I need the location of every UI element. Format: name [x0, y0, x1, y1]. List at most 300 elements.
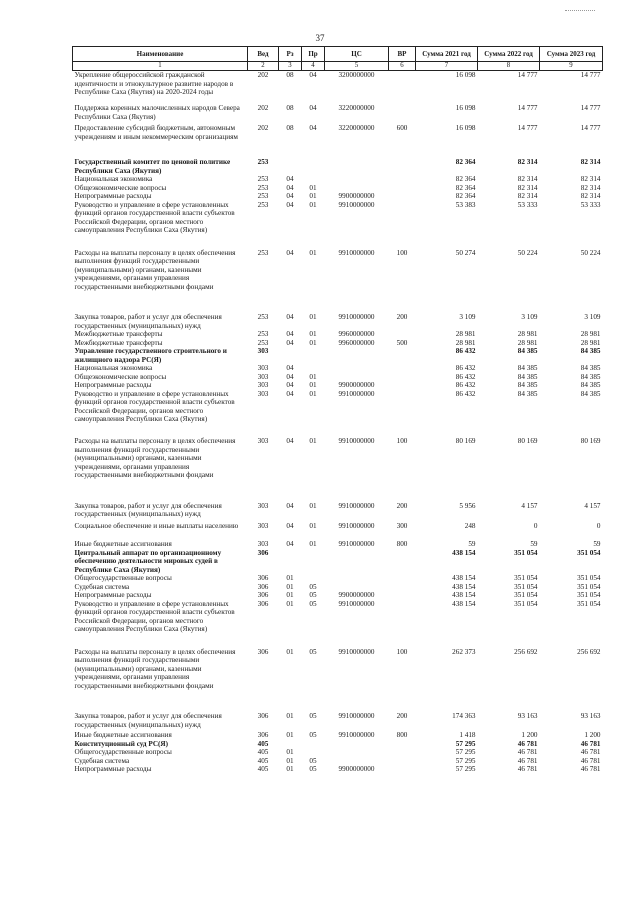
cell-s3: 351 054: [577, 591, 601, 600]
cell-cs: 9910000000: [338, 437, 375, 446]
cell-cs: 3200000000: [338, 71, 375, 80]
cell-cs: 9910000000: [338, 712, 375, 721]
cell-ved: 303: [257, 521, 269, 530]
cell-rz: [279, 347, 302, 364]
cell-cs: [325, 158, 389, 175]
cell-rz: 01: [286, 591, 294, 600]
cell-ved: 306: [257, 712, 269, 721]
cell-name: Национальная экономика: [74, 175, 153, 184]
cell-ved: 306: [257, 582, 269, 591]
cell-name: Расходы на выплаты персоналу в целях обеспечения выполнения функций государственными (муниципальными) органами, казенными учреждениями, органами управления государственными внебюджетными фондами: [74, 248, 236, 291]
row-spacer: [73, 480, 603, 502]
cell-cs: [325, 748, 389, 756]
cell-rz: [279, 740, 302, 748]
cell-s3: 28 981: [580, 338, 601, 347]
cell-pr: 05: [309, 731, 317, 740]
cell-s2: 46 781: [517, 739, 538, 748]
cell-s1: 57 295: [455, 756, 476, 765]
cell-vr: 200: [396, 313, 408, 322]
col-header-cs: ЦС: [325, 47, 389, 62]
cell-name: Непрограммные расходы: [74, 381, 152, 390]
cell-s3: 4 157: [584, 501, 601, 510]
cell-s2: 351 054: [514, 548, 538, 557]
cell-s1: 174 363: [452, 712, 476, 721]
cell-ved: 306: [257, 647, 269, 656]
cell-s2: 59: [530, 540, 538, 549]
cell-name: Судебная система: [74, 756, 130, 765]
cell-pr: 01: [309, 501, 317, 510]
cell-vr: [389, 192, 416, 200]
table-row: [73, 765, 603, 773]
cell-s3: 46 781: [580, 748, 601, 757]
cell-vr: 300: [396, 521, 408, 530]
col-header-sum2022: Сумма 2022 год: [478, 47, 540, 62]
cell-s2: 14 777: [517, 71, 538, 80]
cell-rz: 04: [286, 313, 294, 322]
table-row: [73, 600, 603, 634]
cell-pr: [302, 175, 325, 183]
cell-name: Расходы на выплаты персоналу в целях обеспечения выполнения функций государственными (муниципальными) органами, казенными учреждениями, органами управления государственными внебюджетными фондами: [74, 647, 236, 690]
budget-table: [72, 46, 603, 774]
cell-cs: 9910000000: [338, 248, 375, 257]
cell-s3: 84 385: [580, 381, 601, 390]
cell-s2: 82 314: [517, 175, 538, 184]
table-row: [73, 184, 603, 192]
cell-s3: 256 692: [577, 647, 601, 656]
cell-s2: 46 781: [517, 756, 538, 765]
col-header-sum2023: Сумма 2023 год: [540, 47, 603, 62]
cell-cs: [325, 175, 389, 183]
row-spacer: [73, 634, 603, 648]
cell-ved: 253: [257, 313, 269, 322]
cell-rz: 01: [286, 647, 294, 656]
cell-rz: 01: [286, 756, 294, 765]
cell-s1: 438 154: [452, 574, 476, 583]
table-row: [73, 347, 603, 364]
cell-s1: 82 364: [455, 158, 476, 167]
cell-name: Поддержка коренных малочисленных народов Севера Республики Саха (Якутия): [74, 104, 240, 121]
cell-s1: 57 295: [455, 765, 476, 774]
cell-s1: 57 295: [455, 739, 476, 748]
cell-name: Закупка товаров, работ и услуг для обеспечения государственных (муниципальных) нужд: [74, 712, 222, 729]
col-number: 7: [416, 62, 478, 71]
cell-cs: 9900000000: [338, 591, 375, 600]
cell-pr: [302, 364, 325, 372]
cell-s2: 14 777: [517, 124, 538, 133]
cell-ved: 303: [257, 381, 269, 390]
cell-ved: 253: [257, 330, 269, 339]
table-row: [73, 574, 603, 582]
spacer-cell: [73, 634, 603, 648]
col-number: 1: [73, 62, 248, 71]
cell-s2: 82 314: [517, 158, 538, 167]
cell-s1: 59: [468, 540, 476, 549]
cell-pr: 01: [309, 192, 317, 201]
cell-s2: 351 054: [514, 599, 538, 608]
cell-ved: 253: [257, 183, 269, 192]
cell-s3: 82 314: [580, 192, 601, 201]
table-row: [73, 330, 603, 338]
cell-name: Межбюджетные трансферты: [74, 330, 163, 339]
table-row: [73, 748, 603, 756]
cell-name: Иные бюджетные ассигнования: [74, 731, 172, 740]
cell-s3: 53 333: [580, 200, 601, 209]
spacer-cell: [73, 423, 603, 437]
cell-s3: 351 054: [577, 599, 601, 608]
cell-s3: 82 314: [580, 175, 601, 184]
cell-rz: 01: [286, 765, 294, 774]
cell-rz: 04: [286, 175, 294, 184]
cell-vr: [389, 330, 416, 338]
cell-pr: 01: [309, 389, 317, 398]
cell-cs: [325, 740, 389, 748]
cell-rz: 01: [286, 599, 294, 608]
cell-s3: 84 385: [580, 372, 601, 381]
cell-vr: [389, 184, 416, 192]
cell-s3: 351 054: [577, 574, 601, 583]
cell-name: Конституционный суд РС(Я): [74, 739, 169, 748]
cell-cs: 9960000000: [338, 330, 375, 339]
cell-rz: 01: [286, 582, 294, 591]
cell-s2: 84 385: [517, 389, 538, 398]
table-row: [73, 364, 603, 372]
table-row: [73, 549, 603, 574]
table-row: [73, 192, 603, 200]
cell-s3: 0: [596, 521, 601, 530]
cell-pr: 01: [309, 313, 317, 322]
cell-name: Расходы на выплаты персоналу в целях обеспечения выполнения функций государственными (муниципальными) органами, казенными учреждениями, органами управления государственными внебюджетными фондами: [74, 437, 236, 480]
cell-s3: 50 224: [580, 248, 601, 257]
cell-ved: 253: [257, 338, 269, 347]
cell-s3: 28 981: [580, 330, 601, 339]
spacer-cell: [73, 291, 603, 313]
cell-vr: [389, 71, 416, 97]
cell-cs: 9900000000: [338, 765, 375, 774]
col-number: 9: [540, 62, 603, 71]
cell-s2: 84 385: [517, 372, 538, 381]
cell-s3: 14 777: [580, 104, 601, 113]
cell-ved: 303: [257, 364, 269, 373]
cell-name: Общеэкономические вопросы: [74, 372, 167, 381]
table-header-row: [73, 47, 603, 62]
table-row: [73, 158, 603, 175]
cell-cs: [325, 373, 389, 381]
cell-s3: 84 385: [580, 364, 601, 373]
cell-vr: [389, 748, 416, 756]
cell-pr: 04: [309, 71, 317, 80]
cell-pr: [302, 347, 325, 364]
cell-cs: [325, 757, 389, 765]
table-row: [73, 373, 603, 381]
cell-cs: [325, 574, 389, 582]
cell-pr: 01: [309, 183, 317, 192]
cell-pr: 05: [309, 647, 317, 656]
cell-rz: [279, 158, 302, 175]
cell-s1: 86 432: [455, 381, 476, 390]
table-body: [73, 71, 603, 774]
cell-pr: [302, 549, 325, 574]
cell-cs: [325, 583, 389, 591]
row-spacer: [73, 96, 603, 104]
cell-name: Укрепление общероссийской гражданской идентичности и этнокультурное развитие народов в Республике Саха (Якутия) на 2020-2024 годы: [74, 71, 234, 96]
cell-vr: [389, 158, 416, 175]
cell-ved: 253: [257, 248, 269, 257]
cell-ved: 303: [257, 501, 269, 510]
cell-s1: 53 383: [455, 200, 476, 209]
cell-name: Национальная экономика: [74, 364, 153, 373]
table-row: [73, 175, 603, 183]
cell-s1: 86 432: [455, 389, 476, 398]
cell-vr: 500: [396, 338, 408, 347]
cell-name: Общегосударственные вопросы: [74, 574, 172, 583]
cell-s3: 1 200: [584, 731, 601, 740]
cell-name: Предоставление субсидий бюджетным, автономным учреждениям и иным некоммерческим организациям: [74, 124, 238, 141]
table-row: [73, 313, 603, 330]
cell-ved: 303: [257, 389, 269, 398]
cell-s1: 438 154: [452, 582, 476, 591]
cell-vr: 800: [396, 731, 408, 740]
col-number: 8: [478, 62, 540, 71]
cell-cs: 9910000000: [338, 389, 375, 398]
cell-ved: 306: [257, 731, 269, 740]
cell-s1: 80 169: [455, 437, 476, 446]
cell-vr: [389, 381, 416, 389]
cell-s2: 0: [533, 521, 538, 530]
cell-s1: 82 364: [455, 175, 476, 184]
row-spacer: [73, 530, 603, 540]
col-number: 3: [279, 62, 302, 71]
cell-vr: [389, 390, 416, 424]
col-number: 6: [389, 62, 416, 71]
cell-vr: [389, 600, 416, 634]
cell-cs: 9910000000: [338, 200, 375, 209]
cell-name: Закупка товаров, работ и услуг для обеспечения государственных (муниципальных) нужд: [74, 313, 222, 330]
cell-vr: [389, 574, 416, 582]
cell-ved: 306: [257, 574, 269, 583]
cell-vr: [389, 104, 416, 121]
cell-s1: 82 364: [455, 192, 476, 201]
cell-s2: 28 981: [517, 338, 538, 347]
cell-s2: 14 777: [517, 104, 538, 113]
cell-ved: 303: [257, 540, 269, 549]
table-row: [73, 339, 603, 347]
cell-s2: 3 109: [521, 313, 538, 322]
cell-cs: 9910000000: [338, 647, 375, 656]
cell-name: Непрограммные расходы: [74, 765, 152, 774]
cell-rz: 04: [286, 381, 294, 390]
cell-ved: 202: [257, 71, 269, 80]
cell-pr: 04: [309, 104, 317, 113]
cell-pr: 05: [309, 712, 317, 721]
cell-s3: 3 109: [584, 313, 601, 322]
cell-rz: 04: [286, 192, 294, 201]
cell-s3: 46 781: [580, 765, 601, 774]
cell-pr: 01: [309, 540, 317, 549]
cell-s3: 82 314: [580, 158, 601, 167]
cell-name: Иные бюджетные ассигнования: [74, 540, 172, 549]
col-number: 4: [302, 62, 325, 71]
cell-s1: 28 981: [455, 330, 476, 339]
cell-s1: 86 432: [455, 364, 476, 373]
cell-pr: 01: [309, 248, 317, 257]
cell-s1: 248: [464, 521, 476, 530]
cell-s1: 86 432: [455, 372, 476, 381]
cell-s2: 93 163: [517, 712, 538, 721]
col-number: 5: [325, 62, 389, 71]
cell-s1: 86 432: [455, 347, 476, 356]
cell-name: Закупка товаров, работ и услуг для обеспечения государственных (муниципальных) нужд: [74, 501, 222, 519]
cell-cs: 9910000000: [338, 599, 375, 608]
cell-rz: 04: [286, 521, 294, 530]
cell-vr: 100: [396, 248, 408, 257]
cell-vr: [389, 175, 416, 183]
cell-ved: 202: [257, 124, 269, 133]
table-row: [73, 712, 603, 729]
column-number-row: [73, 62, 603, 71]
cell-vr: 200: [396, 501, 408, 510]
cell-s3: 46 781: [580, 756, 601, 765]
cell-s3: 14 777: [580, 124, 601, 133]
cell-vr: [389, 757, 416, 765]
cell-s1: 438 154: [452, 548, 476, 557]
cell-name: Непрограммные расходы: [74, 192, 152, 201]
cell-pr: [302, 748, 325, 756]
row-spacer: [73, 235, 603, 249]
cell-name: Социальное обеспечение и иные выплаты населению: [74, 521, 239, 530]
cell-vr: [389, 591, 416, 599]
cell-rz: 08: [286, 71, 294, 80]
cell-vr: [389, 583, 416, 591]
cell-cs: 9910000000: [338, 731, 375, 740]
table-row: [73, 201, 603, 235]
cell-ved: 306: [257, 591, 269, 600]
cell-rz: 01: [286, 574, 294, 583]
cell-vr: 100: [396, 437, 408, 446]
cell-pr: 01: [309, 521, 317, 530]
spacer-cell: [73, 96, 603, 104]
table-row: [73, 591, 603, 599]
cell-cs: [325, 184, 389, 192]
cell-pr: 01: [309, 381, 317, 390]
cell-vr: 800: [396, 540, 408, 549]
cell-ved: 405: [257, 765, 269, 774]
cell-cs: 9960000000: [338, 338, 375, 347]
cell-rz: 04: [286, 501, 294, 510]
cell-pr: [302, 740, 325, 748]
cell-s2: 351 054: [514, 582, 538, 591]
cell-s2: 80 169: [517, 437, 538, 446]
spacer-cell: [73, 480, 603, 502]
cell-ved: 253: [257, 192, 269, 201]
cell-pr: 05: [309, 582, 317, 591]
cell-rz: [279, 549, 302, 574]
cell-s3: 351 054: [577, 582, 601, 591]
table-row: [73, 71, 603, 97]
cell-cs: 9910000000: [338, 313, 375, 322]
col-header-sum2021: Сумма 2021 год: [416, 47, 478, 62]
cell-s1: 57 295: [455, 748, 476, 757]
cell-cs: 9900000000: [338, 381, 375, 390]
cell-cs: [325, 549, 389, 574]
cell-ved: 405: [257, 739, 269, 748]
cell-rz: 04: [286, 183, 294, 192]
cell-s1: 82 364: [455, 183, 476, 192]
cell-rz: 04: [286, 248, 294, 257]
table-row: [73, 540, 603, 548]
cell-pr: 01: [309, 338, 317, 347]
cell-cs: 9910000000: [338, 540, 375, 549]
table-row: [73, 583, 603, 591]
table-row: [73, 249, 603, 291]
cell-pr: 04: [309, 124, 317, 133]
cell-pr: 01: [309, 330, 317, 339]
cell-s3: 93 163: [580, 712, 601, 721]
cell-ved: 306: [257, 599, 269, 608]
cell-s1: 16 098: [455, 71, 476, 80]
col-header-rz: Рз: [279, 47, 302, 62]
spacer-cell: [73, 141, 603, 158]
cell-s3: 59: [593, 540, 601, 549]
col-header-ved: Вед: [248, 47, 279, 62]
cell-name: Общегосударственные вопросы: [74, 748, 172, 757]
cell-rz: 04: [286, 200, 294, 209]
spacer-cell: [73, 530, 603, 540]
spacer-cell: [73, 235, 603, 249]
cell-s2: 351 054: [514, 574, 538, 583]
cell-s1: 5 956: [459, 501, 476, 510]
cell-pr: 05: [309, 756, 317, 765]
cell-s2: 53 333: [517, 200, 538, 209]
cell-s1: 50 274: [455, 248, 476, 257]
cell-rz: 01: [286, 731, 294, 740]
cell-rz: 04: [286, 338, 294, 347]
cell-vr: [389, 765, 416, 773]
cell-pr: 01: [309, 437, 317, 446]
cell-s2: 351 054: [514, 591, 538, 600]
table-row: [73, 381, 603, 389]
cell-s3: 84 385: [580, 347, 601, 356]
table-row: [73, 124, 603, 141]
cell-pr: 01: [309, 372, 317, 381]
cell-vr: [389, 740, 416, 748]
cell-s2: 84 385: [517, 381, 538, 390]
cell-vr: 600: [396, 124, 408, 133]
col-header-vr: ВР: [389, 47, 416, 62]
cell-pr: [302, 158, 325, 175]
cell-cs: [325, 364, 389, 372]
cell-s1: 1 418: [459, 731, 476, 740]
table-row: [73, 757, 603, 765]
cell-name: Непрограммные расходы: [74, 591, 152, 600]
cell-s3: 14 777: [580, 71, 601, 80]
cell-s3: 351 054: [577, 548, 601, 557]
cell-ved: 303: [257, 347, 269, 356]
cell-vr: [389, 347, 416, 364]
cell-s3: 82 314: [580, 183, 601, 192]
cell-s1: 438 154: [452, 599, 476, 608]
page-number: 37: [315, 33, 325, 43]
cell-rz: 04: [286, 389, 294, 398]
cell-name: Руководство и управление в сфере установленных функций органов государственной власти субъектов Российской Федерации, органов местного самоуправления Республики Саха (Якутия): [74, 599, 235, 634]
table-row: [73, 390, 603, 424]
cell-cs: 9900000000: [338, 192, 375, 201]
cell-ved: 405: [257, 748, 269, 757]
cell-ved: 202: [257, 104, 269, 113]
cell-s1: 262 373: [452, 647, 476, 656]
cell-rz: 08: [286, 104, 294, 113]
cell-pr: 05: [309, 765, 317, 774]
row-spacer: [73, 291, 603, 313]
